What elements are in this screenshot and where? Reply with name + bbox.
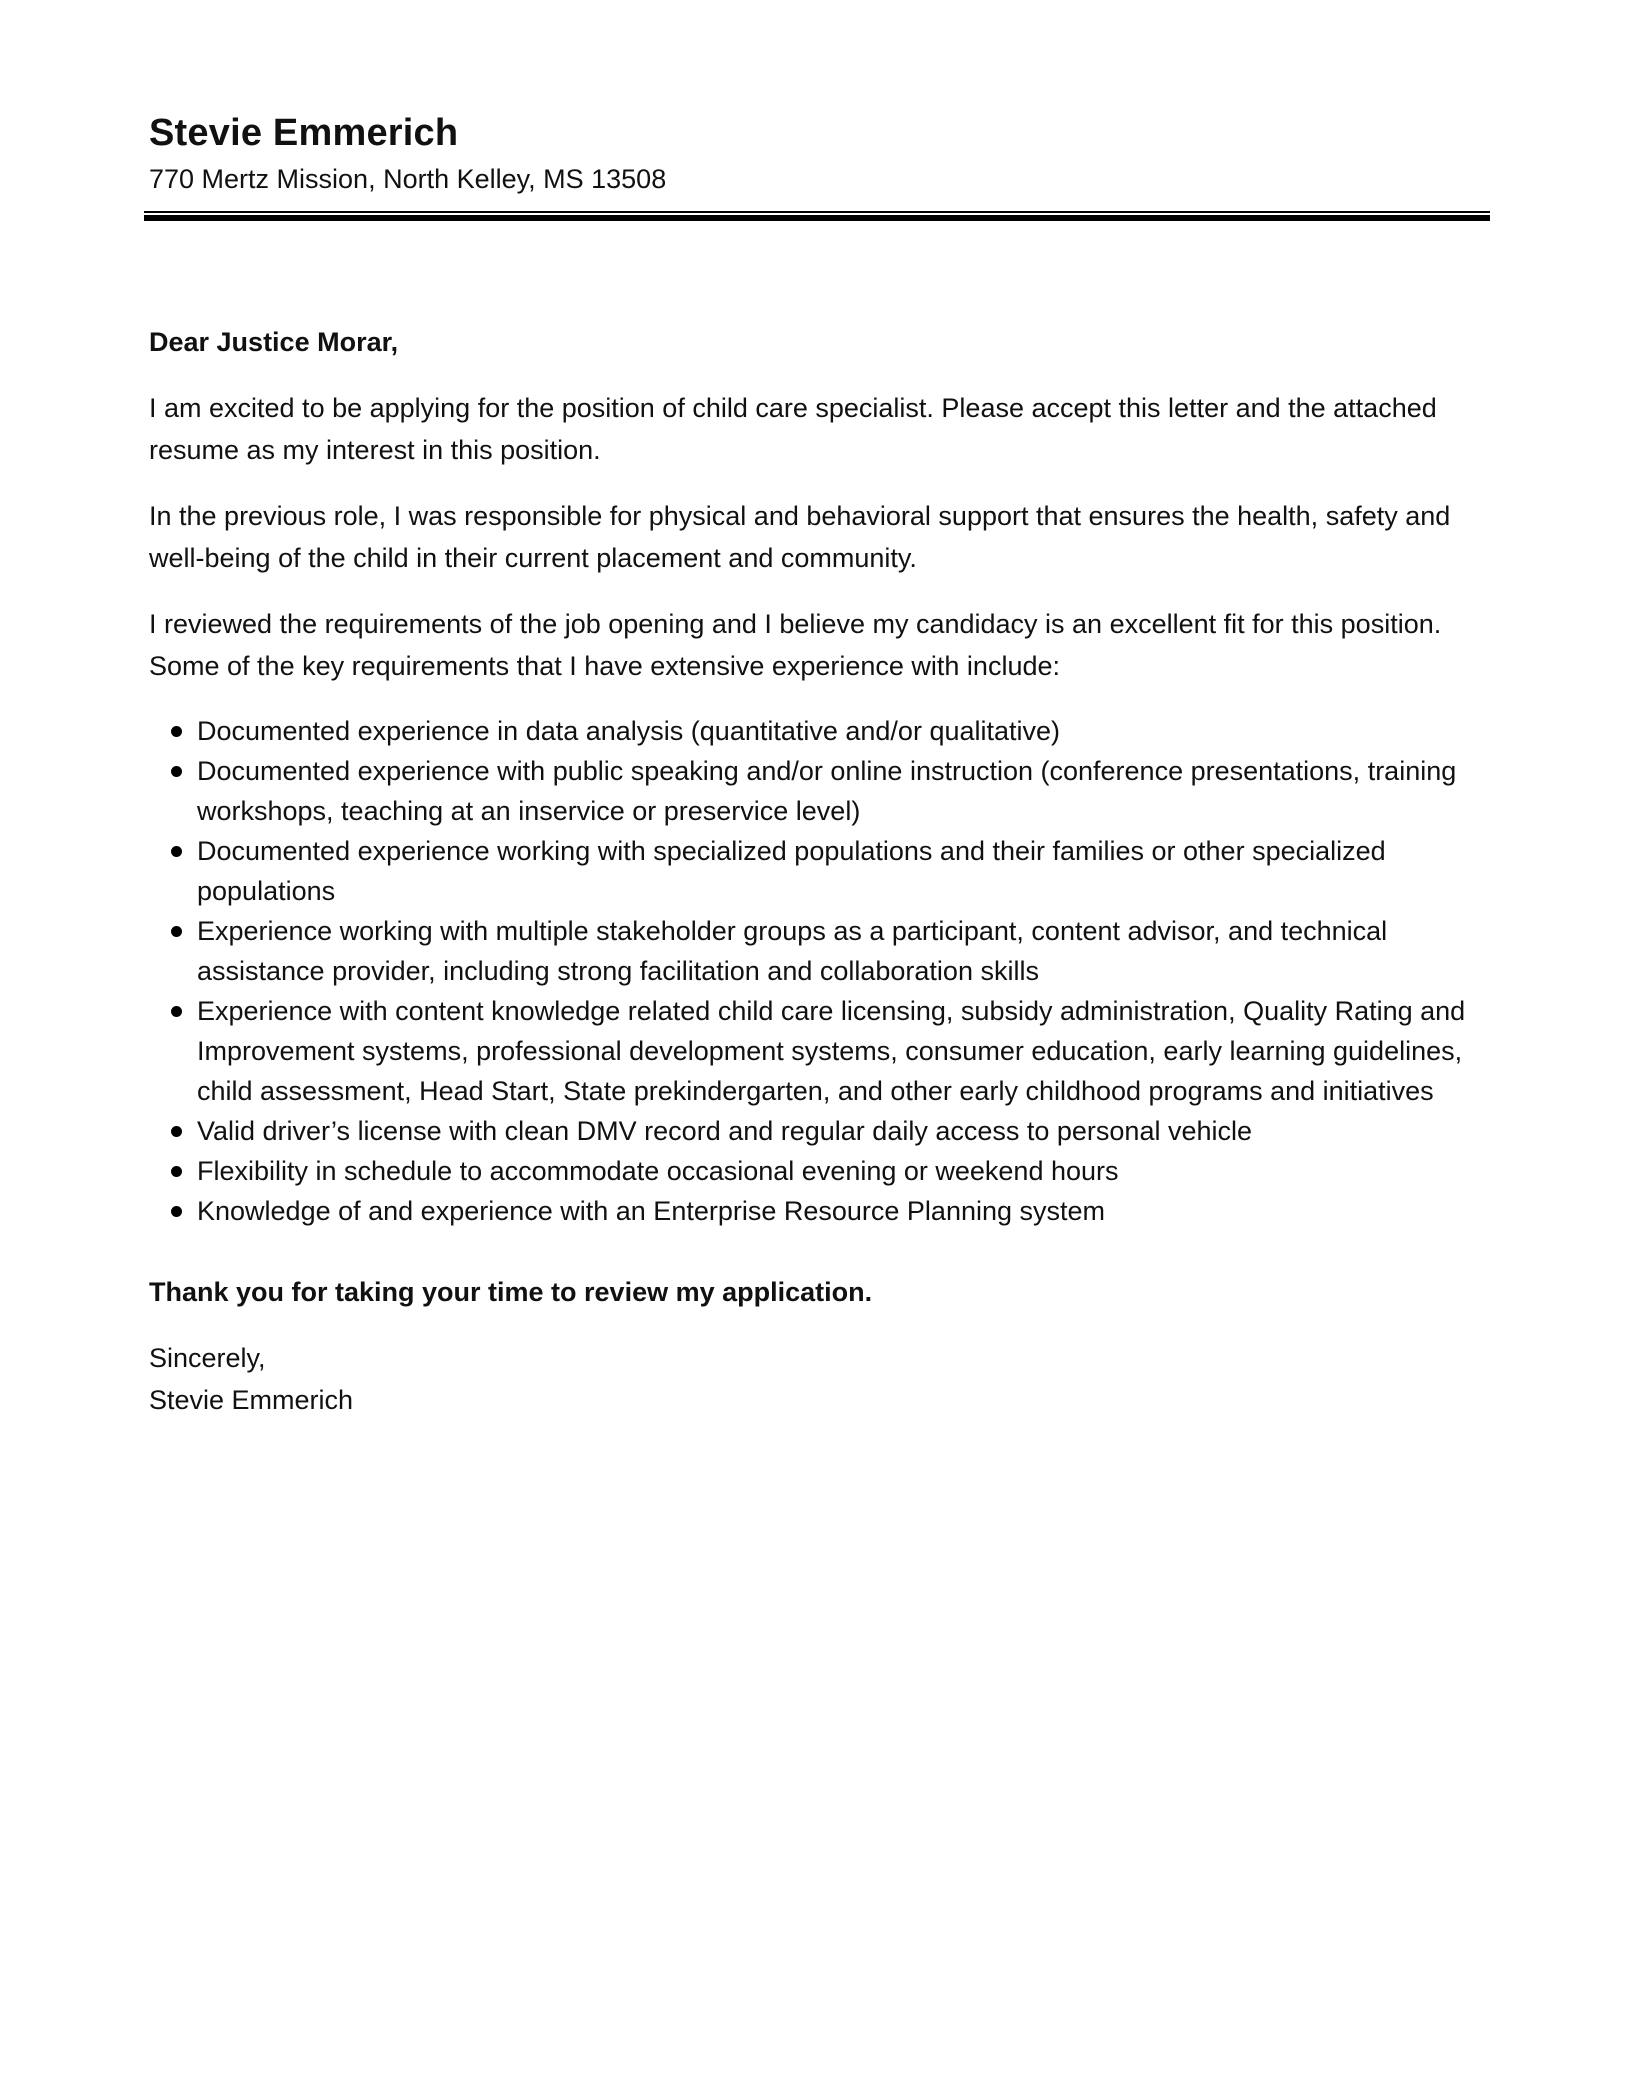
list-item (149, 711, 1489, 751)
list-item (149, 1111, 1489, 1151)
list-item-text: Documented experience with public speaking and/or online instruction (conference presentations, training workshops, teaching at an inservice or preservice level) (197, 756, 1457, 826)
letter-body (149, 321, 1489, 1421)
letter-header (149, 106, 1489, 198)
divider-thin-line (144, 211, 1490, 213)
bullet-icon (171, 1126, 182, 1137)
header-divider (144, 211, 1490, 222)
bullet-icon (171, 926, 182, 937)
bullet-icon (171, 846, 182, 857)
bullet-icon (171, 1206, 182, 1217)
sender-address: 770 Mertz Mission, North Kelley, MS 13508 (149, 164, 667, 194)
list-item-text: Valid driver’s license with clean DMV record and regular daily access to personal vehicle (197, 1116, 1253, 1146)
salutation: Dear Justice Morar, (149, 327, 399, 357)
list-item-text: Knowledge of and experience with an Enterprise Resource Planning system (197, 1196, 1106, 1226)
bullet-icon (171, 1166, 182, 1177)
list-item (149, 1191, 1489, 1231)
list-item (149, 1151, 1489, 1191)
list-item-text: Flexibility in schedule to accommodate occasional evening or weekend hours (197, 1156, 1119, 1186)
closing: Sincerely, (149, 1343, 266, 1373)
bullet-icon (171, 726, 182, 737)
paragraph-previous-role: In the previous role, I was responsible for physical and behavioral support that ensures the health, safety and well-being of the child in their current placement and community. (149, 501, 1451, 573)
bullet-icon (171, 766, 182, 777)
list-item-text: Experience working with multiple stakeholder groups as a participant, content advisor, and technical assistance provider, including strong facilitation and collaboration skills (197, 916, 1388, 986)
list-item (149, 831, 1489, 911)
sender-name: Stevie Emmerich (149, 112, 459, 154)
paragraph-intro: I am excited to be applying for the position of child care specialist. Please accept this letter and the attached resume as my interest in this position. (149, 393, 1437, 465)
list-item (149, 751, 1489, 831)
divider-thick-line (144, 215, 1490, 221)
list-item-text: Documented experience working with specialized populations and their families or other specialized populations (197, 836, 1386, 906)
list-item-text: Documented experience in data analysis (quantitative and/or qualitative) (197, 716, 1061, 746)
signature: Stevie Emmerich (149, 1385, 354, 1415)
bullet-icon (171, 1006, 182, 1017)
thank-you-line: Thank you for taking your time to review my application. (149, 1277, 873, 1307)
requirements-list (149, 711, 1489, 1231)
paragraph-requirements-intro: I reviewed the requirements of the job opening and I believe my candidacy is an excellent fit for this position. Some of the key requirements that I have extensive experience with include: (149, 609, 1442, 681)
list-item (149, 911, 1489, 991)
list-item (149, 991, 1489, 1111)
list-item-text: Experience with content knowledge related child care licensing, subsidy administration, Quality Rating and Improvement systems, professional development systems, consumer education, early learning guidelines, child assessment, Head Start, State prekindergarten, and other early childhood programs and initiatives (197, 996, 1466, 1106)
